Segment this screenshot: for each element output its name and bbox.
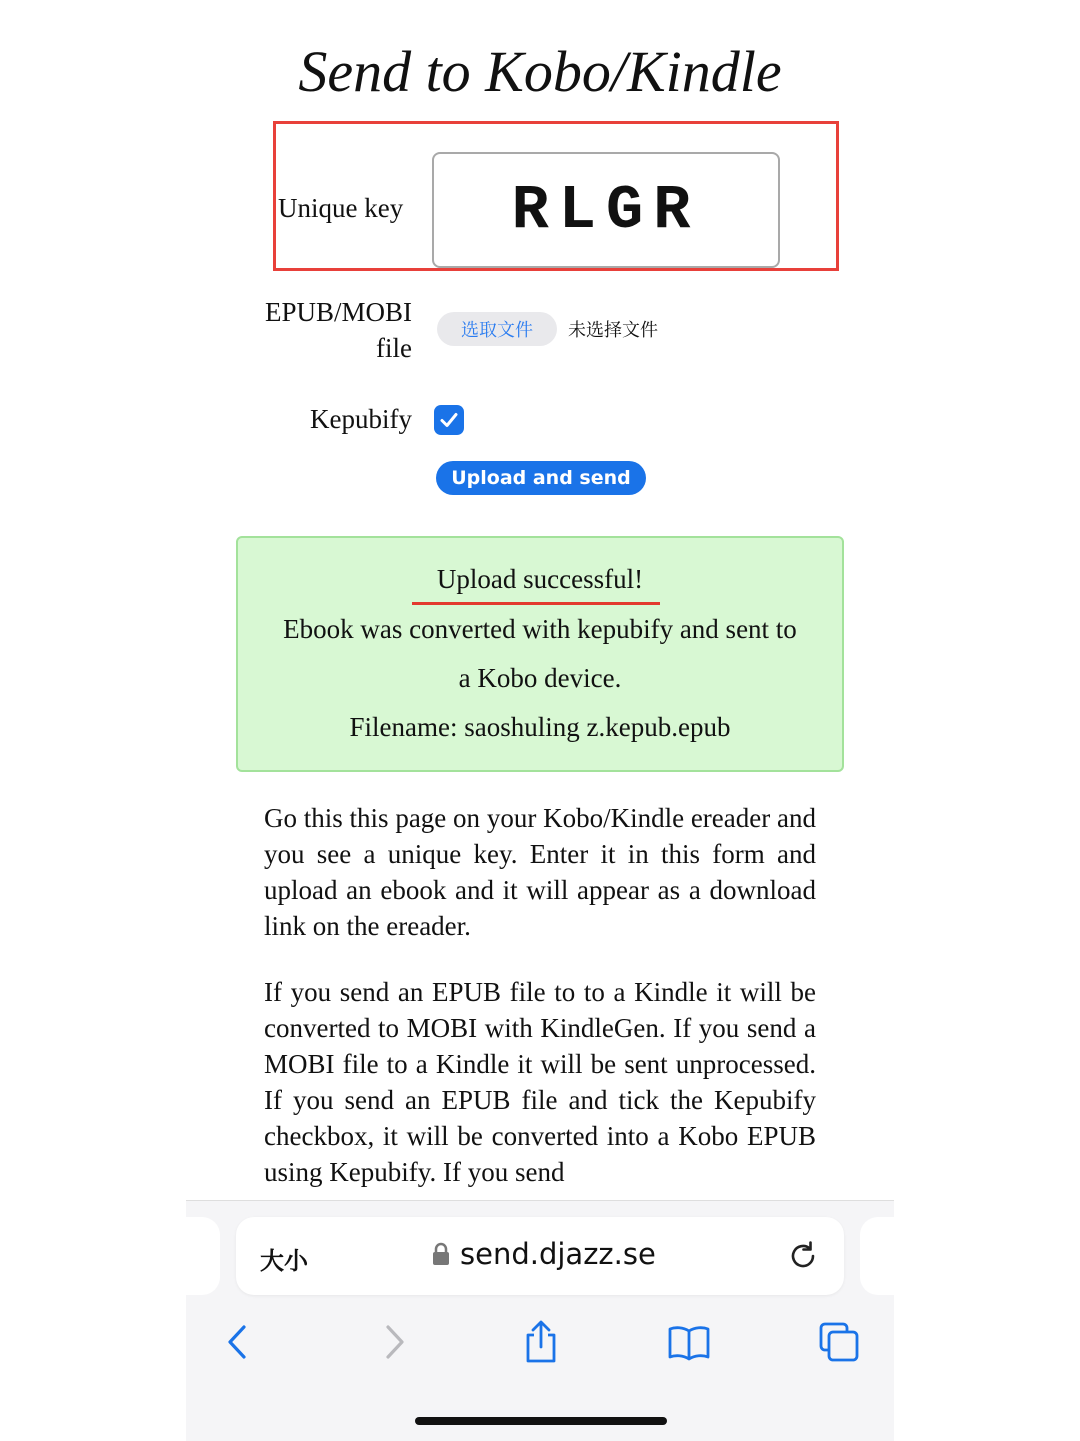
back-icon[interactable] — [216, 1319, 262, 1365]
bookmarks-icon[interactable] — [666, 1319, 712, 1365]
lock-icon — [432, 1242, 450, 1266]
previous-tab-pill[interactable] — [166, 1217, 220, 1295]
success-message-box — [236, 536, 844, 772]
instructions-paragraph-1: Go this this page on your Kobo/Kindle ereader and you see a unique key. Enter it in this form and upload an ebook and it will appear as a download link on the ereader. — [264, 803, 816, 941]
page-title: Send to Kobo/Kindle — [298, 39, 782, 104]
home-indicator — [415, 1417, 667, 1425]
kepubify-checkbox[interactable] — [434, 405, 464, 435]
unique-key-input[interactable] — [432, 152, 780, 268]
no-file-selected-text: 未选择文件 — [568, 320, 658, 341]
text-size-button[interactable]: 大小 — [260, 1247, 308, 1275]
file-label — [265, 294, 412, 366]
tabs-icon[interactable] — [816, 1319, 862, 1365]
address-bar[interactable] — [236, 1217, 844, 1295]
upload-and-send-button[interactable]: Upload and send — [436, 461, 646, 495]
file-label-line1: EPUB/MOBI — [264, 297, 412, 327]
choose-file-button[interactable]: 选取文件 — [437, 312, 557, 346]
success-message-line2: a Kobo device. — [458, 663, 622, 693]
url-display[interactable] — [432, 1237, 656, 1271]
next-tab-pill[interactable] — [860, 1217, 914, 1295]
reload-icon[interactable] — [784, 1237, 822, 1275]
file-label-line2: file — [376, 333, 412, 363]
url-text: send.djazz.se — [460, 1237, 656, 1271]
kepubify-label: Kepubify — [310, 404, 412, 434]
success-filename: Filename: saoshuling z.kepub.epub — [349, 712, 731, 742]
success-message-line1: Ebook was converted with kepubify and sent to — [283, 614, 797, 644]
share-icon[interactable] — [518, 1319, 564, 1365]
success-heading: Upload successful! — [436, 564, 644, 594]
browser-toolbar — [186, 1200, 894, 1441]
forward-icon[interactable] — [370, 1319, 416, 1365]
heading-underline-annotation — [412, 602, 660, 605]
unique-key-label: Unique key — [278, 193, 404, 223]
checkmark-icon — [439, 410, 459, 430]
instructions-paragraph-2: If you send an EPUB file to to a Kindle it will be converted to MOBI with KindleGen. If you send a MOBI file to a Kindle it will be sent unprocessed. If you send an EPUB file and tick the Kepubify checkbox, it will be converted into a Kobo EPUB using Kepubify. If you send — [264, 977, 816, 1187]
